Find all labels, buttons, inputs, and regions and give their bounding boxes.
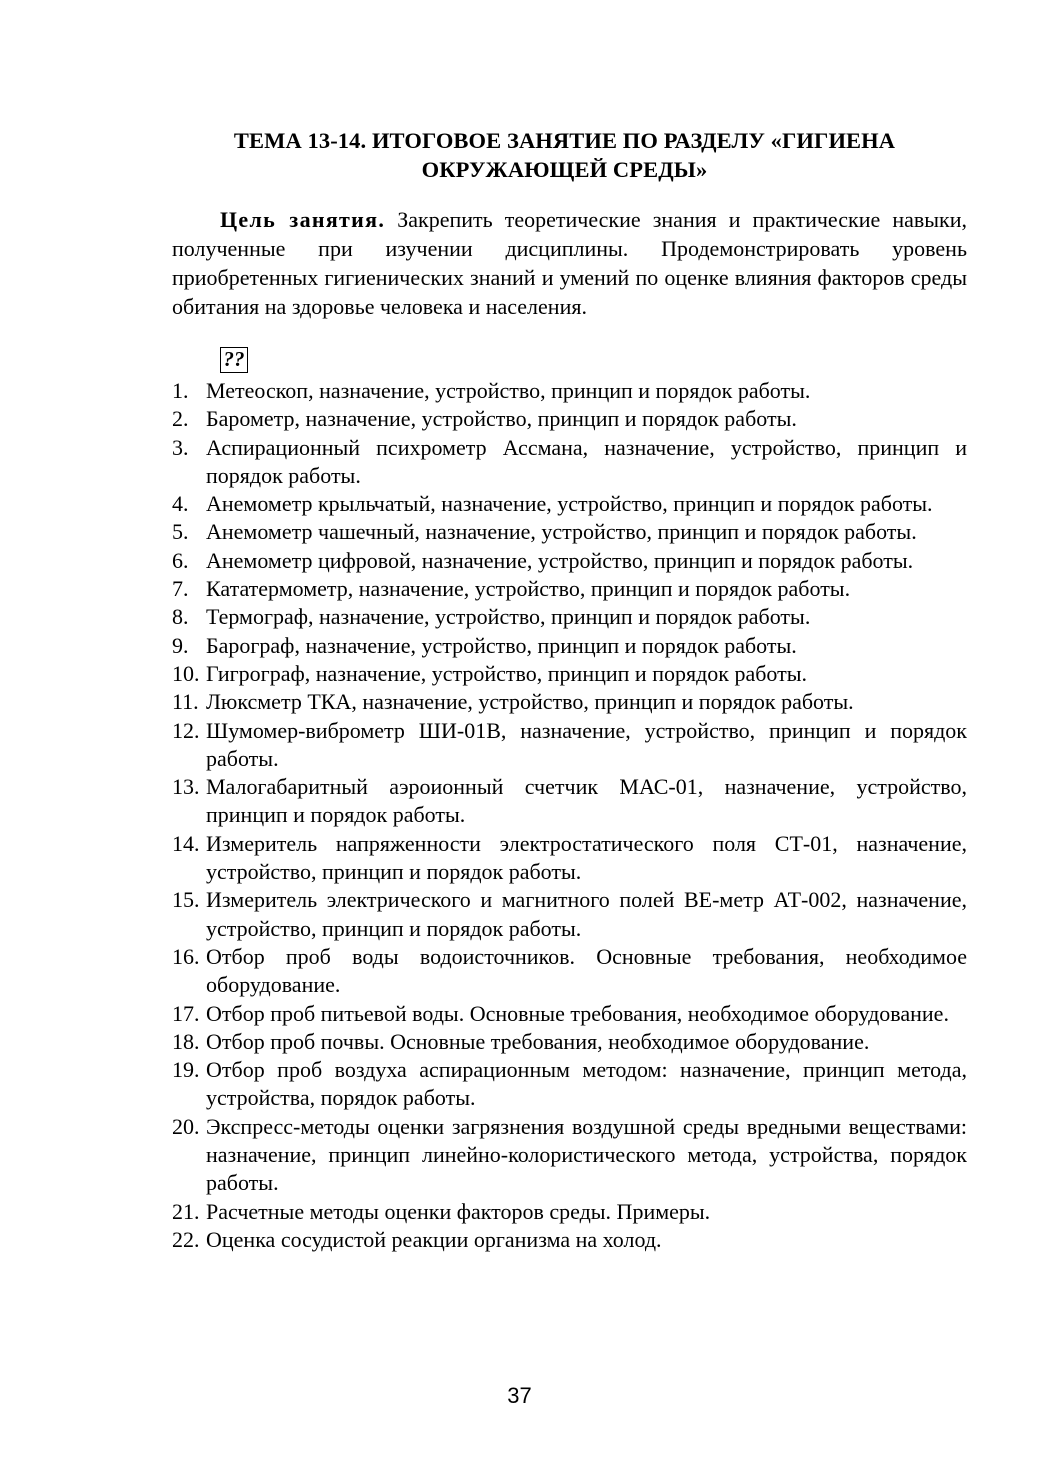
question-text: Гигрограф, назначение, устройство, принцип и порядок работы. <box>206 660 808 686</box>
question-item <box>172 603 967 631</box>
question-text: Анемометр крыльчатый, назначение, устройство, принцип и порядок работы. <box>206 491 933 517</box>
question-text: Кататермометр, назначение, устройство, принцип и порядок работы. <box>206 576 851 602</box>
question-item <box>172 632 967 660</box>
question-item <box>172 1198 967 1226</box>
document-title: ТЕМА 13-14. ИТОГОВОЕ ЗАНЯТИЕ ПО РАЗДЕЛУ «ГИГИЕНА ОКРУЖАЮЩЕЙ СРЕДЫ» <box>233 128 896 182</box>
question-item <box>172 1028 967 1056</box>
document-page <box>172 126 967 1254</box>
question-item <box>172 717 967 774</box>
question-item <box>172 688 967 716</box>
question-number: 10. <box>172 660 200 686</box>
question-text: Анемометр цифровой, назначение, устройство, принцип и порядок работы. <box>206 547 914 573</box>
question-number: 2. <box>172 406 189 432</box>
question-number: 3. <box>172 434 189 460</box>
question-text: Барометр, назначение, устройство, принцип и порядок работы. <box>206 406 797 432</box>
question-text: Люксметр ТКА, назначение, устройство, принцип и порядок работы. <box>206 689 854 715</box>
question-text: Отбор проб почвы. Основные требования, необходимое оборудование. <box>206 1028 870 1054</box>
question-item <box>172 434 967 491</box>
question-text: Малогабаритный аэроионный счетчик МАС-01, назначение, устройство, принцип и порядок работы. <box>206 774 967 828</box>
question-text: Метеоскоп, назначение, устройство, принцип и порядок работы. <box>206 378 811 403</box>
question-item <box>172 886 967 943</box>
question-number: 14. <box>172 830 200 856</box>
question-number: 20. <box>172 1113 200 1139</box>
question-text: Отбор проб воздуха аспирационным методом: назначение, принцип метода, устройства, порядок работы. <box>206 1057 967 1111</box>
question-text: Расчетные методы оценки факторов среды. Примеры. <box>206 1198 711 1224</box>
question-number: 17. <box>172 1000 200 1026</box>
question-text: Отбор проб воды водоисточников. Основные требования, необходимое оборудование. <box>206 943 967 998</box>
question-number: 12. <box>172 717 200 743</box>
question-item <box>172 377 967 405</box>
question-number: 19. <box>172 1057 200 1083</box>
question-number: 6. <box>172 547 189 573</box>
question-item <box>172 547 967 575</box>
question-item <box>172 1000 967 1028</box>
question-item <box>172 518 967 546</box>
question-item <box>172 1056 967 1113</box>
lesson-goal-text: Закрепить теоретические знания и практические навыки, полученные при изучении дисциплины. Продемонстрировать уровень приобретенных гигиенических знаний и умений по оценке влияния факторов среды обитания на здоровье человека и населения. <box>172 207 967 319</box>
question-text: Аспирационный психрометр Ассмана, назначение, устройство, принцип и порядок работы. <box>206 434 967 488</box>
question-number: 4. <box>172 491 189 517</box>
question-number: 7. <box>172 576 189 602</box>
lesson-goal-label: Цель занятия. <box>220 207 386 232</box>
question-text: Шумомер-виброметр ШИ-01В, назначение, устройство, принцип и порядок работы. <box>206 717 967 771</box>
question-number: 11. <box>172 689 199 715</box>
question-item <box>172 575 967 603</box>
question-item <box>172 490 967 518</box>
question-number: 18. <box>172 1028 200 1054</box>
question-number: 13. <box>172 774 200 800</box>
question-number: 1. <box>172 378 189 403</box>
questions-marker-icon: ?? <box>220 347 248 373</box>
question-text: Экспресс-методы оценки загрязнения воздушной среды вредными веществами: назначение, принцип линейно-колористического метода, устройства, порядок работы. <box>206 1113 967 1196</box>
question-text: Измеритель напряженности электростатического поля СТ-01, назначение, устройство, принцип и порядок работы. <box>206 830 967 885</box>
question-number: 9. <box>172 632 189 658</box>
question-text: Отбор проб питьевой воды. Основные требования, необходимое оборудование. <box>206 1000 949 1026</box>
question-text: Измеритель электрического и магнитного полей ВЕ-метр АТ-002, назначение, устройство, принцип и порядок работы. <box>206 887 967 941</box>
question-item <box>172 1226 967 1254</box>
question-item <box>172 830 967 887</box>
question-number: 21. <box>172 1198 200 1224</box>
question-number: 22. <box>172 1226 200 1252</box>
questions-list <box>172 377 967 1254</box>
question-text: Оценка сосудистой реакции организма на холод. <box>206 1226 662 1252</box>
question-text: Термограф, назначение, устройство, принцип и порядок работы. <box>206 604 811 630</box>
page-number: 37 <box>507 1383 532 1408</box>
question-number: 8. <box>172 604 189 630</box>
question-item <box>172 943 967 1000</box>
question-item <box>172 405 967 433</box>
question-item <box>172 773 967 830</box>
question-item <box>172 660 967 688</box>
question-text: Анемометр чашечный, назначение, устройство, принцип и порядок работы. <box>206 519 917 545</box>
question-text: Барограф, назначение, устройство, принцип и порядок работы. <box>206 632 797 658</box>
lesson-goal-paragraph <box>172 205 967 321</box>
question-number: 16. <box>172 943 200 969</box>
question-item <box>172 1113 967 1198</box>
question-number: 15. <box>172 887 200 913</box>
question-number: 5. <box>172 519 189 545</box>
